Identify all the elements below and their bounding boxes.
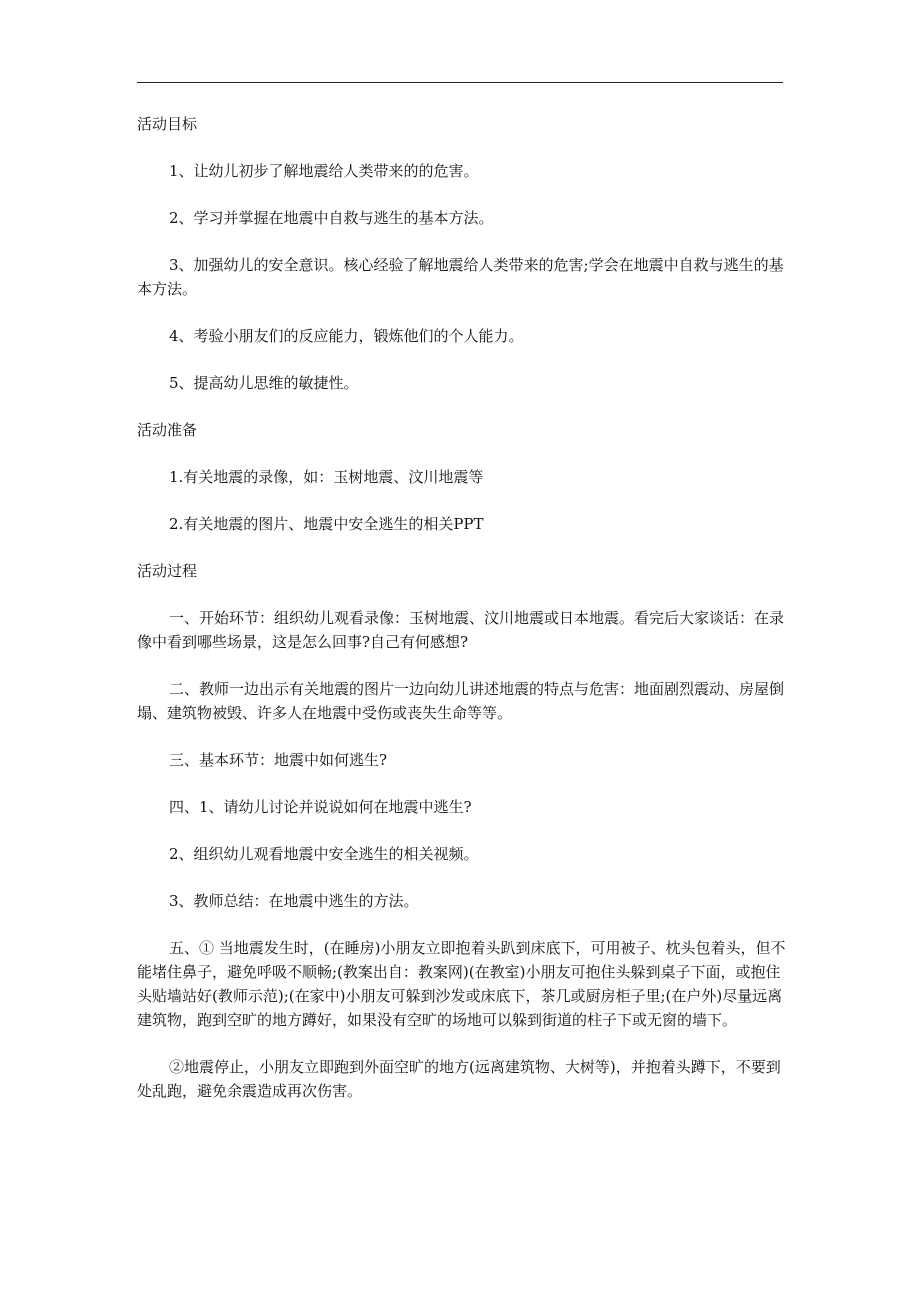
goal-item: 3、加强幼儿的安全意识。核心经验了解地震给人类带来的危害;学会在地震中自救与逃生的基本方法。 xyxy=(137,256,784,298)
goal-item: 2、学习并掌握在地震中自救与逃生的基本方法。 xyxy=(169,209,494,227)
goal-item: 1、让幼儿初步了解地震给人类带来的的危害。 xyxy=(169,162,479,180)
process-step: ②地震停止，小朋友立即跑到外面空旷的地方(远离建筑物、大树等)，并抱着头蹲下，不要到处乱跑，避免余震造成再次伤害。 xyxy=(137,1058,781,1100)
process-step: 三、基本环节：地震中如何逃生? xyxy=(169,751,388,769)
goal-item: 5、提高幼儿思维的敏捷性。 xyxy=(169,374,359,392)
process-step: 3、教师总结：在地震中逃生的方法。 xyxy=(169,892,419,910)
process-step: 五、① 当地震发生时，(在睡房)小朋友立即抱着头趴到床底下，可用被子、枕头包着头，但不能堵住鼻子，避免呼吸不顺畅;(教案出自：教案网)(在教室)小朋友可抱住头躲到桌子下面，或抱住头贴墙站好(教师示范);(在家中)小朋友可躲到沙发或床底下，茶几或厨房柜子里;(在户外)尽量远离建筑物，跑到空旷的地方蹲好，如果没有空旷的场地可以躲到街道的柱子下或无窗的墙下。 xyxy=(137,939,786,1029)
preparation-item: 1.有关地震的录像，如：玉树地震、汶川地震等 xyxy=(169,468,484,486)
header-rule xyxy=(137,82,783,83)
preparation-item: 2.有关地震的图片、地震中安全逃生的相关PPT xyxy=(169,515,484,533)
document-body xyxy=(137,112,787,1126)
process-step: 一、开始环节：组织幼儿观看录像：玉树地震、汶川地震或日本地震。看完后大家谈话：在录像中看到哪些场景，这是怎么回事?自己有何感想? xyxy=(137,609,785,651)
goal-item: 4、考验小朋友们的反应能力，锻炼他们的个人能力。 xyxy=(169,327,524,345)
section-heading-process: 活动过程 xyxy=(137,562,198,580)
process-step: 2、组织幼儿观看地震中安全逃生的相关视频。 xyxy=(169,845,479,863)
section-heading-goals: 活动目标 xyxy=(137,115,198,133)
process-step: 四、1、请幼儿讨论并说说如何在地震中逃生? xyxy=(169,798,472,816)
section-heading-preparation: 活动准备 xyxy=(137,421,198,439)
process-step: 二、教师一边出示有关地震的图片一边向幼儿讲述地震的特点与危害：地面剧烈震动、房屋倒塌、建筑物被毁、许多人在地震中受伤或丧失生命等等。 xyxy=(137,680,785,722)
